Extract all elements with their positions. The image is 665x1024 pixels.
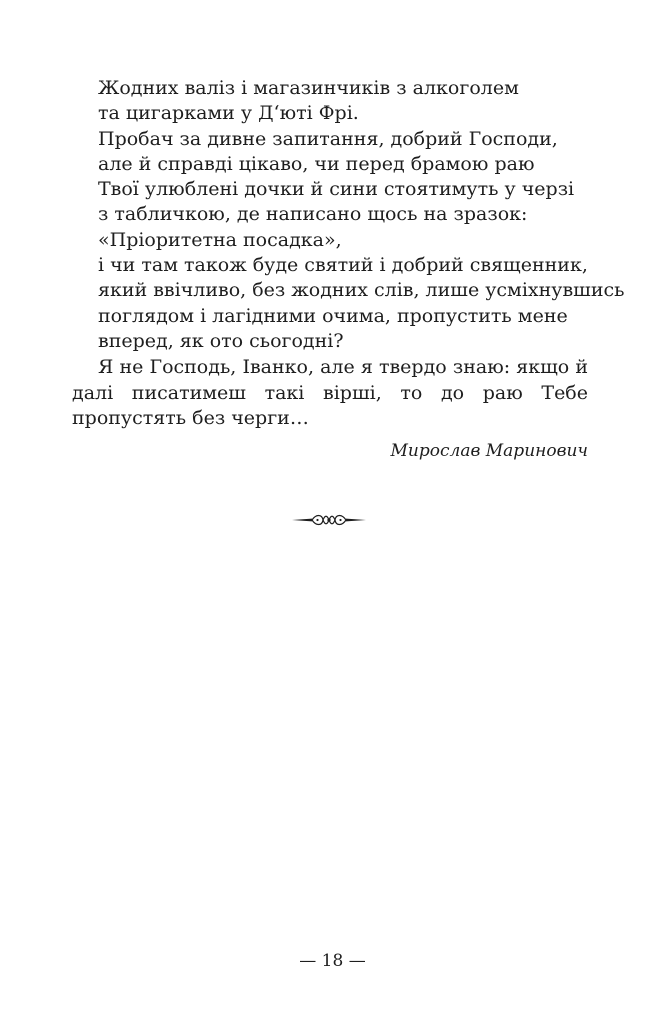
poem-line: поглядом і лагідними очима, пропустить мене	[98, 304, 568, 327]
poem-block	[98, 76, 625, 354]
poem-line: та цигарками у Д‘юті Фрі.	[98, 102, 359, 125]
poem-line: але й справді цікаво, чи перед брамою раю	[98, 152, 535, 175]
poem-line: Жодних валіз і магазинчиків з алкоголем	[98, 77, 519, 99]
poem-line: який ввічливо, без жодних слів, лише усміхнувшись	[98, 279, 625, 302]
reply-paragraph: Я не Господь, Іванко, але я твердо знаю: якщо й далі писатимеш такі вірші, то до раю Тебе пропустять без черги…	[72, 356, 588, 429]
poem-line: Пробач за дивне запитання, добрий Господи,	[98, 127, 558, 150]
poem-line: і чи там також буде святий і добрий священник,	[98, 254, 588, 277]
ornamental-divider-icon	[292, 512, 366, 528]
poem-line: вперед, як ото сьогодні?	[98, 329, 344, 352]
poem-line: «Пріоритетна посадка»,	[98, 228, 342, 251]
poem-line: з табличкою, де написано щось на зразок:	[98, 203, 528, 226]
author-signature: Мирослав Маринович	[390, 441, 588, 461]
poem-line: Твої улюблені дочки й сини стоятимуть у черзі	[98, 178, 575, 201]
page-number: — 18 —	[299, 951, 366, 971]
